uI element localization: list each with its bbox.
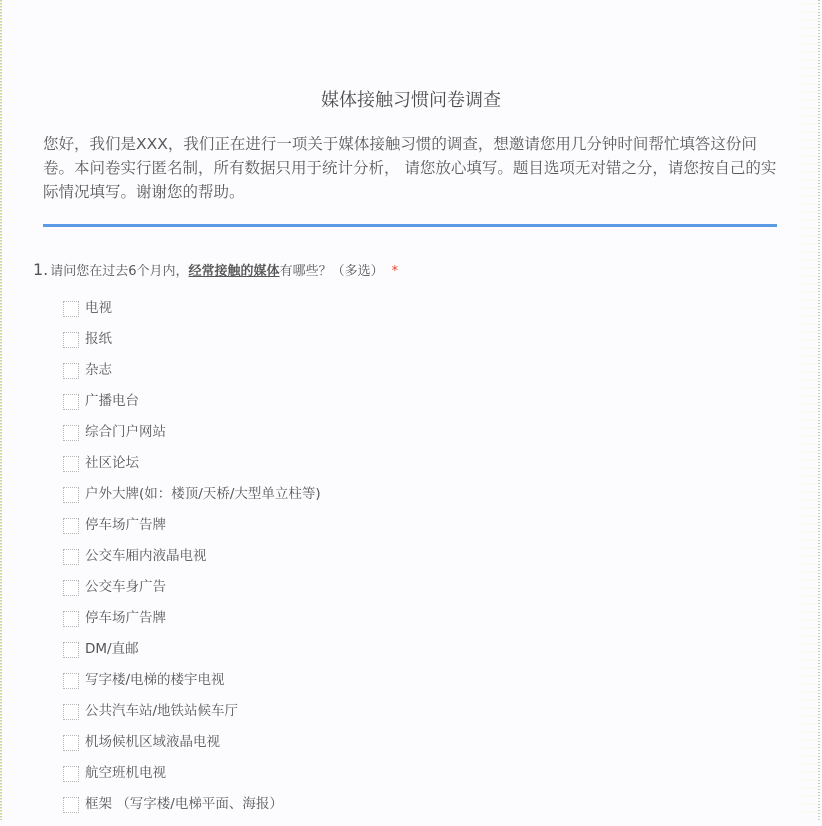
option-flight-tv[interactable] <box>63 764 321 795</box>
page-right-border <box>818 0 820 820</box>
option-direct-mail[interactable] <box>63 640 321 671</box>
checkbox[interactable] <box>63 766 79 782</box>
question-text-after: 有哪些？（多选） <box>279 264 384 279</box>
option-label: 停车场广告牌 <box>85 610 166 626</box>
page-left-border <box>0 0 2 820</box>
survey-description: 您好，我们是XXX，我们正在进行一项关于媒体接触习惯的调查，想邀请您用几分钟时间帮忙填答这份问卷。本问卷实行匿名制，所有数据只用于统计分析， 请您放心填写。题目选项无对错之分，请您按自己的实际情况填写。谢谢您的帮助。 <box>43 135 777 201</box>
question-1 <box>33 259 793 812</box>
checkbox[interactable] <box>63 518 79 534</box>
option-label: 报纸 <box>85 331 112 347</box>
checkbox[interactable] <box>63 549 79 565</box>
option-label: 停车场广告牌 <box>85 517 166 533</box>
option-label: 户外大牌(如：楼顶/天桥/大型单立柱等) <box>85 486 321 502</box>
option-bus-body-ad[interactable] <box>63 578 321 609</box>
checkbox[interactable] <box>63 394 79 410</box>
checkbox[interactable] <box>63 673 79 689</box>
option-label: 杂志 <box>85 362 112 378</box>
required-asterisk-icon: * <box>391 264 399 279</box>
option-tv[interactable] <box>63 299 321 330</box>
option-label: 框架 （写字楼/电梯平面、海报） <box>85 796 283 812</box>
option-outdoor-billboard[interactable] <box>63 485 321 516</box>
option-label: 广播电台 <box>85 393 139 409</box>
checkbox[interactable] <box>63 363 79 379</box>
option-label: 综合门户网站 <box>85 424 166 440</box>
option-magazine[interactable] <box>63 361 321 392</box>
checkbox[interactable] <box>63 735 79 751</box>
option-label: 公共汽车站/地铁站候车厅 <box>85 703 239 719</box>
header-divider <box>43 224 777 227</box>
question-1-header <box>33 259 793 281</box>
checkbox[interactable] <box>63 487 79 503</box>
survey-title: 媒体接触习惯问卷调查 <box>321 90 501 111</box>
checkbox[interactable] <box>63 797 79 813</box>
checkbox[interactable] <box>63 301 79 317</box>
option-label: DM/直邮 <box>85 641 139 657</box>
option-radio[interactable] <box>63 392 321 423</box>
checkbox[interactable] <box>63 332 79 348</box>
option-label: 写字楼/电梯的楼宇电视 <box>85 672 225 688</box>
question-1-options <box>63 299 321 826</box>
option-newspaper[interactable] <box>63 330 321 361</box>
option-label: 电视 <box>85 300 112 316</box>
page-right-dots <box>802 0 818 820</box>
checkbox[interactable] <box>63 580 79 596</box>
option-label: 机场候机区域液晶电视 <box>85 734 220 750</box>
option-portal-site[interactable] <box>63 423 321 454</box>
option-label: 航空班机电视 <box>85 765 166 781</box>
option-forum[interactable] <box>63 454 321 485</box>
option-parking-billboard[interactable] <box>63 516 321 547</box>
option-building-tv[interactable] <box>63 671 321 702</box>
option-label: 社区论坛 <box>85 455 139 471</box>
option-bus-subway-station[interactable] <box>63 702 321 733</box>
question-number: 1. <box>33 260 49 279</box>
question-text-before: 请问您在过去6个月内， <box>50 264 189 279</box>
checkbox[interactable] <box>63 704 79 720</box>
option-parking-billboard-2[interactable] <box>63 609 321 640</box>
option-frame-media[interactable] <box>63 795 321 826</box>
option-label: 公交车厢内液晶电视 <box>85 548 207 564</box>
question-text-emphasis: 经常接触的媒体 <box>188 264 280 279</box>
checkbox[interactable] <box>63 642 79 658</box>
option-bus-lcd-tv[interactable] <box>63 547 321 578</box>
checkbox[interactable] <box>63 611 79 627</box>
option-label: 公交车身广告 <box>85 579 166 595</box>
checkbox[interactable] <box>63 456 79 472</box>
option-airport-lcd-tv[interactable] <box>63 733 321 764</box>
checkbox[interactable] <box>63 425 79 441</box>
